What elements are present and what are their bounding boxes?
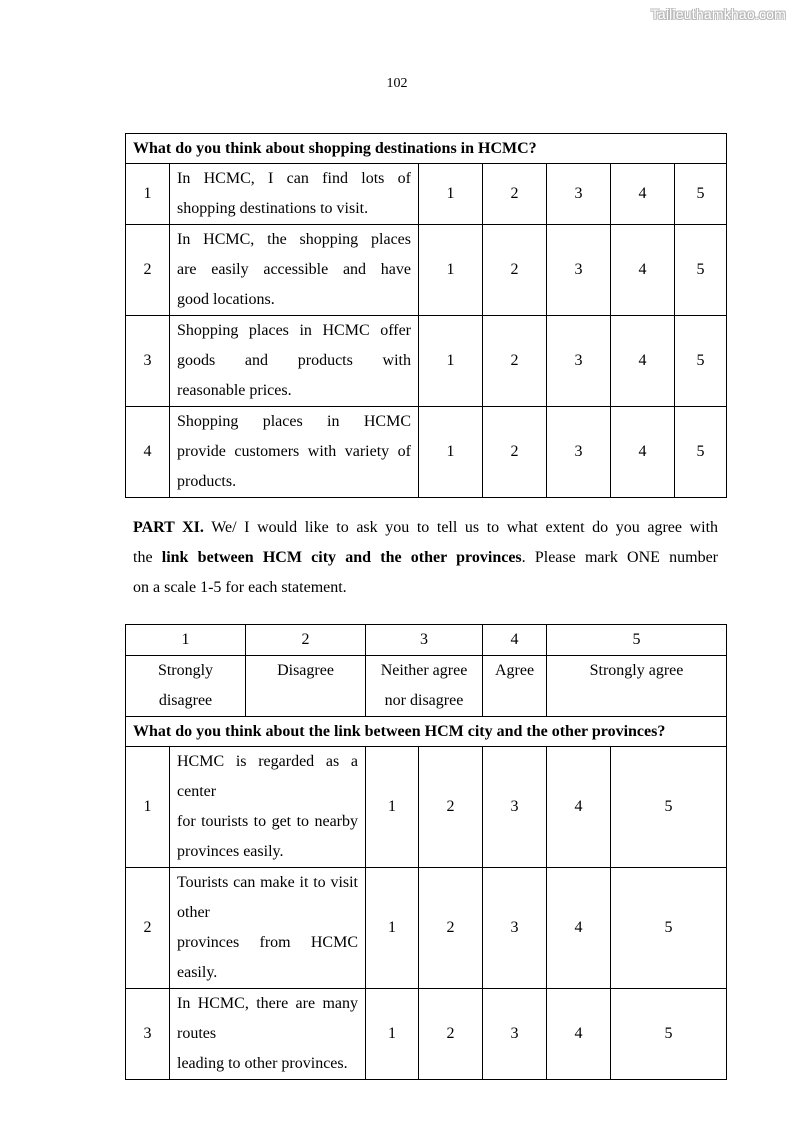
row-number: 4 — [126, 407, 170, 498]
statement: In HCMC, the shopping places are easily accessible and have good locations. — [170, 225, 419, 316]
statement: Shopping places in HCMC provide customers with variety of products. — [170, 407, 419, 498]
page-number: 102 — [386, 76, 408, 91]
legend-number: 1 — [126, 625, 246, 656]
rating-option-1[interactable]: 1 — [419, 316, 483, 407]
rating-option-3[interactable]: 3 — [547, 407, 611, 498]
row-number: 3 — [126, 316, 170, 407]
rating-option-3[interactable]: 3 — [547, 225, 611, 316]
table-row — [126, 989, 727, 1080]
legend-label: Disagree — [246, 656, 366, 717]
rating-option-3[interactable]: 3 — [547, 316, 611, 407]
rating-option-4[interactable]: 4 — [611, 407, 675, 498]
rating-option-1[interactable]: 1 — [366, 747, 419, 868]
row-number: 2 — [126, 225, 170, 316]
section-question: What do you think about the link between HCM city and the other provinces? — [126, 717, 727, 747]
legend-numbers-row — [126, 625, 727, 656]
part-xi-instructions: PART XI. We/ I would like to ask you to tell us to what extent do you agree with the link between HCM city and the other provinces. Please mark ONE number on a scale 1-5 for each statement. — [133, 519, 719, 596]
legend-number: 3 — [366, 625, 483, 656]
rating-option-3[interactable]: 3 — [483, 868, 547, 989]
legend-label: Neither agree nor disagree — [366, 656, 483, 717]
row-number: 1 — [126, 164, 170, 225]
rating-option-1[interactable]: 1 — [366, 868, 419, 989]
rating-option-1[interactable]: 1 — [419, 225, 483, 316]
statement: In HCMC, I can find lots of shopping destinations to visit. — [170, 164, 419, 225]
rating-option-2[interactable]: 2 — [419, 747, 483, 868]
rating-option-4[interactable]: 4 — [611, 164, 675, 225]
provinces-link-table — [125, 624, 727, 1080]
section-question: What do you think about shopping destinations in HCMC? — [126, 134, 727, 164]
legend-number: 2 — [246, 625, 366, 656]
rating-option-2[interactable]: 2 — [419, 868, 483, 989]
statement: In HCMC, there are many routes leading to other provinces. — [170, 989, 366, 1080]
legend-label: Agree — [483, 656, 547, 717]
table-row — [126, 316, 727, 407]
statement: Tourists can make it to visit other provinces from HCMC easily. — [170, 868, 366, 989]
rating-option-3[interactable]: 3 — [483, 747, 547, 868]
rating-option-5[interactable]: 5 — [675, 164, 727, 225]
rating-option-3[interactable]: 3 — [483, 989, 547, 1080]
legend-label: Strongly agree — [547, 656, 727, 717]
rating-option-5[interactable]: 5 — [675, 225, 727, 316]
part-label: PART XI. — [133, 519, 204, 536]
part-emphasis: link between HCM city and the other provinces — [161, 549, 522, 566]
rating-option-2[interactable]: 2 — [483, 225, 547, 316]
rating-option-1[interactable]: 1 — [419, 164, 483, 225]
rating-option-3[interactable]: 3 — [547, 164, 611, 225]
table-row — [126, 164, 727, 225]
table-row — [126, 225, 727, 316]
rating-option-4[interactable]: 4 — [547, 747, 611, 868]
row-number: 2 — [126, 868, 170, 989]
watermark: Tailieuthamkhao.com — [650, 6, 786, 22]
row-number: 3 — [126, 989, 170, 1080]
rating-option-5[interactable]: 5 — [675, 316, 727, 407]
shopping-destinations-table — [125, 133, 727, 498]
table-row — [126, 747, 727, 868]
rating-option-5[interactable]: 5 — [675, 407, 727, 498]
rating-option-4[interactable]: 4 — [547, 868, 611, 989]
rating-option-4[interactable]: 4 — [547, 989, 611, 1080]
statement: Shopping places in HCMC offer goods and products with reasonable prices. — [170, 316, 419, 407]
rating-option-5[interactable]: 5 — [611, 747, 727, 868]
legend-number: 5 — [547, 625, 727, 656]
table-row — [126, 868, 727, 989]
rating-option-2[interactable]: 2 — [483, 407, 547, 498]
rating-option-4[interactable]: 4 — [611, 225, 675, 316]
statement: HCMC is regarded as a center for tourists to get to nearby provinces easily. — [170, 747, 366, 868]
rating-option-5[interactable]: 5 — [611, 868, 727, 989]
rating-option-2[interactable]: 2 — [419, 989, 483, 1080]
rating-option-1[interactable]: 1 — [366, 989, 419, 1080]
legend-number: 4 — [483, 625, 547, 656]
rating-option-5[interactable]: 5 — [611, 989, 727, 1080]
row-number: 1 — [126, 747, 170, 868]
rating-option-1[interactable]: 1 — [419, 407, 483, 498]
legend-labels-row — [126, 656, 727, 717]
rating-option-2[interactable]: 2 — [483, 316, 547, 407]
table-row — [126, 407, 727, 498]
legend-label: Strongly disagree — [126, 656, 246, 717]
rating-option-4[interactable]: 4 — [611, 316, 675, 407]
rating-option-2[interactable]: 2 — [483, 164, 547, 225]
